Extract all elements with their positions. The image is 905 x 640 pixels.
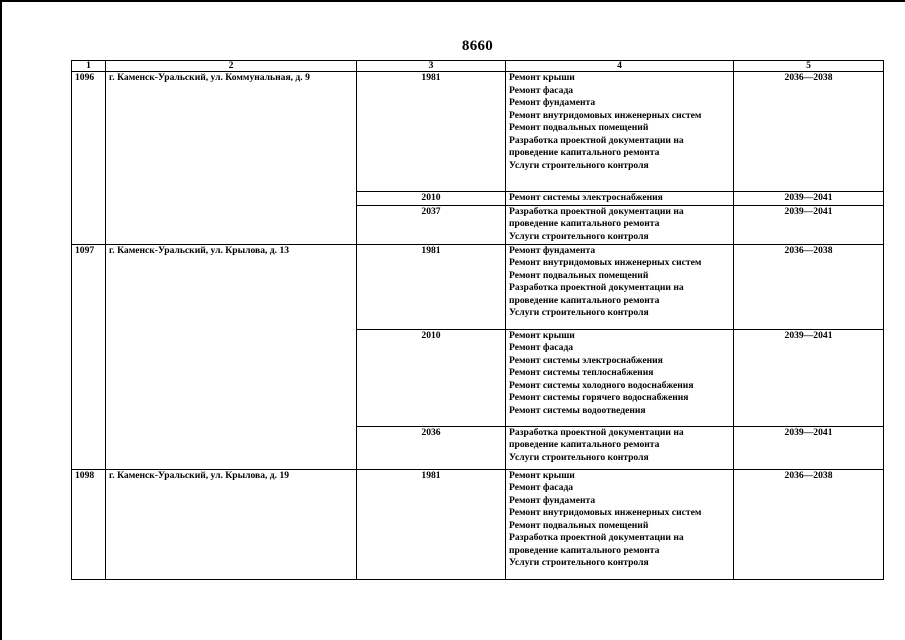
work-list (506, 244, 734, 329)
column-header: 1 (72, 61, 106, 72)
work-item: Разработка проектной документации на (509, 282, 684, 293)
work-item: Услуги строительного контроля (509, 159, 649, 171)
work-item: проведение капитального ремонта (509, 294, 660, 306)
work-item: Ремонт фундамента (509, 494, 596, 506)
work-item: проведение капитального ремонта (509, 439, 660, 450)
work-item: Ремонт системы теплоснабжения (509, 367, 654, 378)
work-list (506, 426, 734, 469)
work-item: Услуги строительного контроля (509, 307, 649, 318)
page-number: 8660 (461, 38, 494, 54)
period-cell: 2036—2038 (734, 244, 884, 329)
work-item: Разработка проектной документации на (509, 134, 684, 146)
year-cell: 2036 (357, 426, 506, 469)
object-number: 1096 (72, 72, 106, 245)
work-item: Ремонт фасада (509, 342, 574, 353)
column-header: 2 (106, 61, 357, 72)
work-item: Услуги строительного контроля (509, 557, 649, 568)
column-header: 5 (734, 61, 884, 72)
table-row (72, 244, 884, 329)
period-cell: 2036—2038 (734, 72, 884, 192)
work-item: проведение капитального ремонта (509, 147, 660, 158)
work-list (506, 329, 734, 426)
work-item: Разработка проектной документации на (509, 205, 684, 217)
object-address: г. Каменск-Уральский, ул. Коммунальная, д. 9 (106, 72, 357, 245)
work-item: Ремонт фасада (509, 84, 574, 96)
period-cell: 2036—2038 (734, 469, 884, 579)
year-cell: 1981 (357, 469, 506, 579)
work-item: Услуги строительного контроля (509, 451, 649, 463)
work-list (506, 72, 734, 192)
work-list (506, 205, 734, 244)
column-header: 4 (506, 61, 734, 72)
work-item: проведение капитального ремонта (509, 544, 660, 556)
work-item: Ремонт подвальных помещений (509, 122, 649, 133)
work-item: Услуги строительного контроля (509, 230, 649, 242)
work-item: Ремонт системы электроснабжения (509, 192, 663, 203)
year-cell: 2010 (357, 192, 506, 206)
work-item: Разработка проектной документации на (509, 532, 684, 543)
work-item: Ремонт системы электроснабжения (509, 354, 663, 366)
table-row (72, 72, 884, 192)
year-cell: 1981 (357, 72, 506, 192)
year-cell: 2037 (357, 205, 506, 244)
work-item: Ремонт подвальных помещений (509, 269, 649, 281)
work-item: Ремонт фасада (509, 482, 574, 493)
work-list (506, 192, 734, 206)
work-item: Ремонт системы горячего водоснабжения (509, 392, 689, 403)
scan-border-top (0, 0, 905, 2)
year-cell: 2010 (357, 329, 506, 426)
scan-border-left (0, 0, 2, 640)
column-header-row (72, 61, 884, 72)
work-item: Ремонт системы водоотведения (509, 404, 646, 416)
work-list (506, 469, 734, 579)
work-item: Ремонт внутридомовых инженерных систем (509, 507, 702, 518)
work-item: Ремонт крыши (509, 469, 575, 481)
period-cell: 2039—2041 (734, 192, 884, 206)
period-cell: 2039—2041 (734, 205, 884, 244)
object-address: г. Каменск-Уральский, ул. Крылова, д. 19 (106, 469, 357, 579)
year-cell: 1981 (357, 244, 506, 329)
work-item: Ремонт крыши (509, 329, 575, 341)
work-item: Ремонт фундамента (509, 244, 596, 256)
object-number: 1098 (72, 469, 106, 579)
work-item: проведение капитального ремонта (509, 218, 660, 229)
table-row (72, 469, 884, 579)
column-header: 3 (357, 61, 506, 72)
work-item: Ремонт фундамента (509, 97, 596, 108)
period-cell: 2039—2041 (734, 426, 884, 469)
object-number: 1097 (72, 244, 106, 469)
work-item: Ремонт внутридомовых инженерных систем (509, 257, 702, 268)
object-address: г. Каменск-Уральский, ул. Крылова, д. 13 (106, 244, 357, 469)
work-item: Ремонт подвальных помещений (509, 519, 649, 531)
work-item: Ремонт внутридомовых инженерных систем (509, 109, 702, 121)
work-item: Ремонт крыши (509, 72, 575, 83)
work-item: Разработка проектной документации на (509, 426, 684, 438)
work-item: Ремонт системы холодного водоснабжения (509, 379, 694, 391)
repair-schedule-table (71, 60, 884, 580)
period-cell: 2039—2041 (734, 329, 884, 426)
